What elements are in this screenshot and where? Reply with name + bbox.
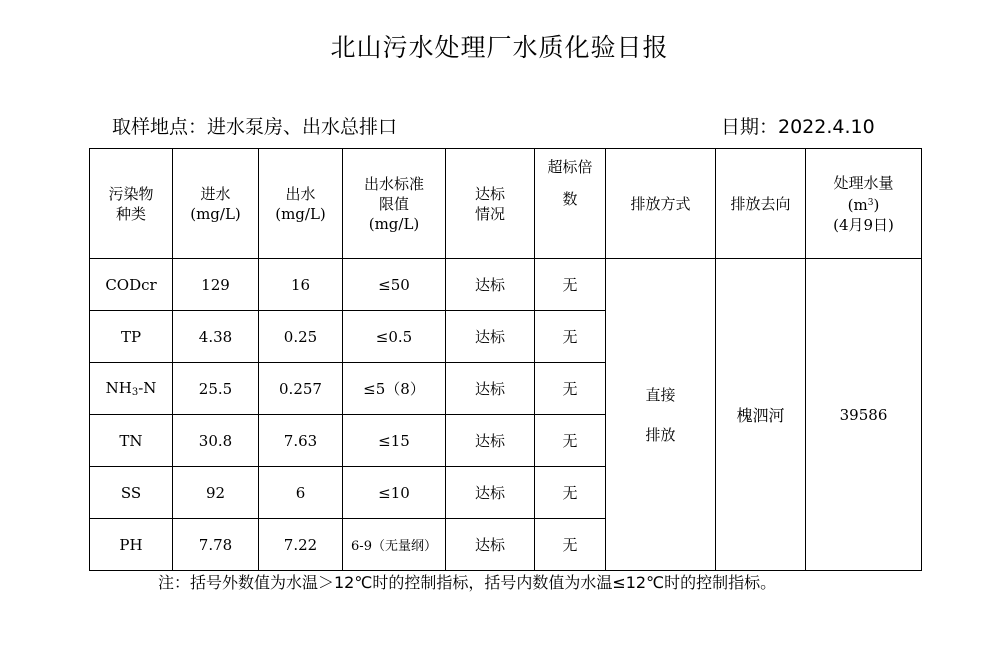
- effluent-value: 16: [259, 259, 343, 311]
- limit-value: 6-9（无量纲）: [343, 519, 446, 571]
- discharge-destination: 槐泗河: [716, 259, 806, 571]
- pollutant-name: $NH_3-N$: [90, 363, 173, 415]
- status-value: 达标: [446, 519, 535, 571]
- sampling-location: 取样地点：进水泵房、出水总排口: [112, 116, 398, 138]
- limit-value: ≤0.5: [343, 311, 446, 363]
- influent-value: 92: [173, 467, 259, 519]
- influent-value: 129: [173, 259, 259, 311]
- header-limit: 出水标准 限值 (mg/L): [343, 149, 446, 259]
- influent-value: 25.5: [173, 363, 259, 415]
- footnote: 注：括号外数值为水温＞12℃时的控制指标，括号内数值为水温≤12℃时的控制指标。: [158, 573, 777, 592]
- exceed-value: 无: [535, 519, 606, 571]
- pollutant-name: TP: [90, 311, 173, 363]
- pollutant-name: SS: [90, 467, 173, 519]
- exceed-value: 无: [535, 467, 606, 519]
- table-row: [90, 259, 922, 311]
- status-value: 达标: [446, 467, 535, 519]
- header-volume: 处理水量 $(m^3)$ (4月9日): [806, 149, 922, 259]
- header-status: 达标 情况: [446, 149, 535, 259]
- exceed-value: 无: [535, 363, 606, 415]
- table-header-row: [90, 149, 922, 259]
- status-value: 达标: [446, 363, 535, 415]
- header-influent: 进水 (mg/L): [173, 149, 259, 259]
- effluent-value: 6: [259, 467, 343, 519]
- effluent-value: 0.25: [259, 311, 343, 363]
- limit-value: ≤50: [343, 259, 446, 311]
- exceed-value: 无: [535, 259, 606, 311]
- exceed-value: 无: [535, 415, 606, 467]
- treated-volume: 39586: [806, 259, 922, 571]
- pollutant-name: TN: [90, 415, 173, 467]
- pollutant-name: PH: [90, 519, 173, 571]
- effluent-value: 0.257: [259, 363, 343, 415]
- influent-value: 30.8: [173, 415, 259, 467]
- header-exceed: 超标倍 数: [535, 149, 606, 259]
- effluent-value: 7.22: [259, 519, 343, 571]
- pollutant-name: CODcr: [90, 259, 173, 311]
- header-discharge-method: 排放方式: [606, 149, 716, 259]
- limit-value: ≤15: [343, 415, 446, 467]
- header-discharge-destination: 排放去向: [716, 149, 806, 259]
- status-value: 达标: [446, 415, 535, 467]
- header-effluent: 出水 (mg/L): [259, 149, 343, 259]
- water-quality-table: [89, 148, 922, 571]
- report-title: 北山污水处理厂水质化验日报: [330, 33, 669, 62]
- limit-value: ≤5（8）: [343, 363, 446, 415]
- header-pollutant: 污染物 种类: [90, 149, 173, 259]
- influent-value: 4.38: [173, 311, 259, 363]
- discharge-method: 直接 排放: [606, 259, 716, 571]
- limit-value: ≤10: [343, 467, 446, 519]
- report-date: 日期：2022.4.10: [721, 116, 875, 138]
- exceed-value: 无: [535, 311, 606, 363]
- status-value: 达标: [446, 259, 535, 311]
- effluent-value: 7.63: [259, 415, 343, 467]
- influent-value: 7.78: [173, 519, 259, 571]
- status-value: 达标: [446, 311, 535, 363]
